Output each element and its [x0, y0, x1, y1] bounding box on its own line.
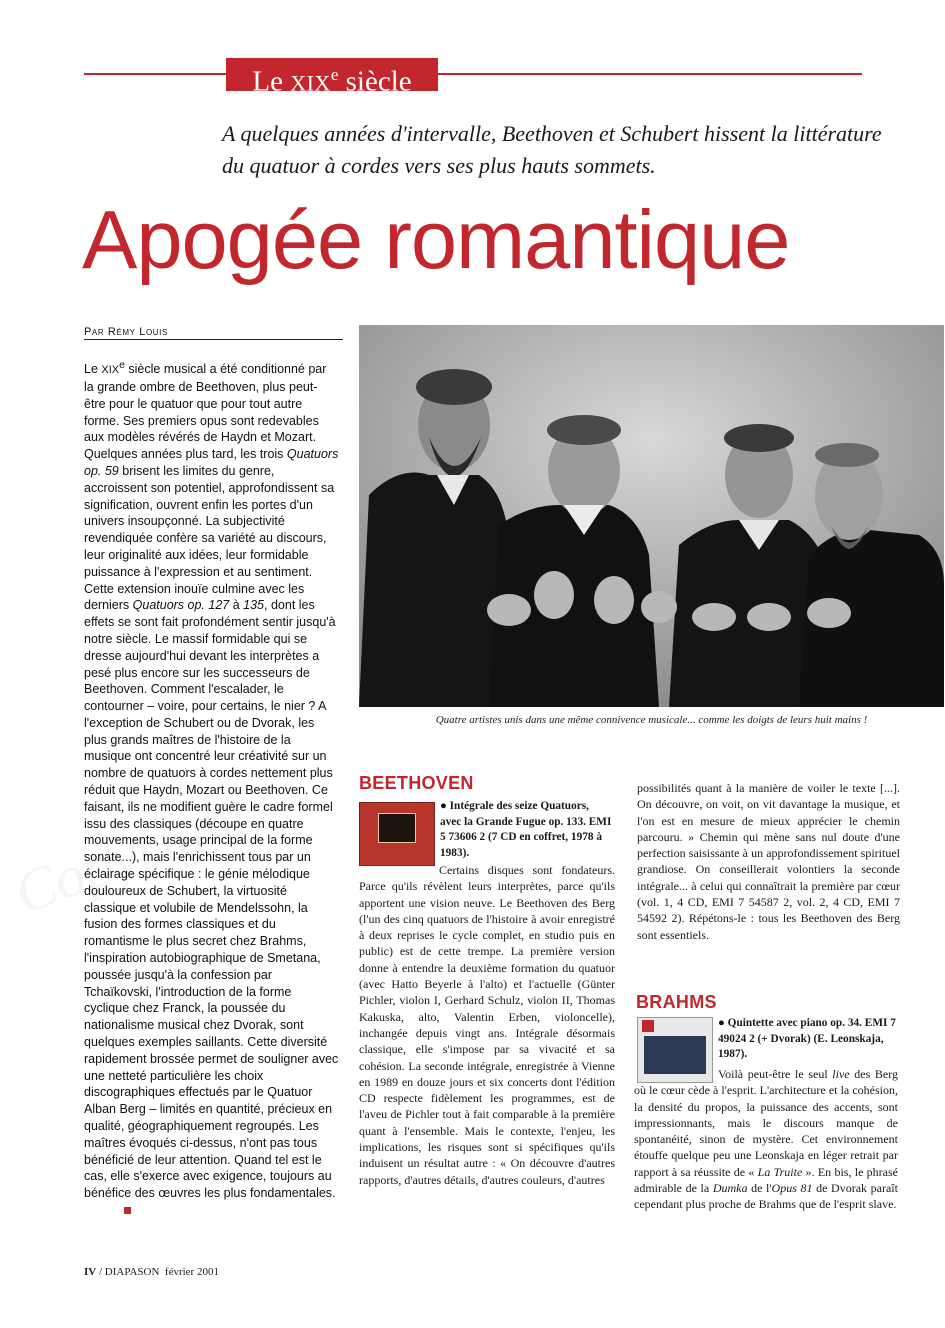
brahms-recording	[718, 1016, 898, 1063]
intro-ital: Quatuors op. 59	[84, 447, 339, 478]
photo-caption: Quatre artistes unis dans une même connivence musicale... comme les doigts de leurs huit mains !	[435, 714, 868, 726]
intro-part: , dont les effets se sont fait profondément sentir jusqu'à notre siècle. Le massif formidable qui se dresse aujourd'hui devant les interprètes a pesé plus encore sur les successeurs de Beethoven. Comment l'escalader, le contourner – voire, pour certains, le nier ? A l'exception de Schubert ou de Dvorak, les plus grands maîtres de l'histoire de la musique ont concentré leur créativité sur un nombre de quatuors à cordes nettement plus réduit que Haydn, Mozart ou Beethoven. Ce faisant, ils ne modifient guère le cadre formel issu des classiques (découpe en quatre mouvements, usage principal de la forme sonate...), mais l'enrichissent tous par un éclairage spécifique : le génie mélodique douloureux de Schubert, la virtuosité classique et volubile de Mendelssohn, la fusion des formes classiques et du romantisme le plus secret chez Brahms, l'inspiration autobiographique de Smetana, poussée jusqu'à la confession par Tchaïkovski, l'introduction de la forme cyclique chez Franck, la poussée du nationalisme musical chez Dvorak, sont quelques exemples saillants. Cette diversité rapidement brossée permet de souligner avec une netteté particulière les choix discographiques effectués par le Quatuor Alban Berg – limités en quantité, précieux en qualité, géographiquement regroupés. Les maîtres évoqués ci-dessus, n'ont pas tous bénéficié de leur attention. Quand tel est le cas, elle s'exerce avec exigence, toujours au bénéfice des œuvres les plus fondamentales.	[84, 598, 339, 1201]
brahms-part: de Dvorak paraît cependant plus proche de Brahms que de l'esprit slave.	[634, 1181, 898, 1212]
intro-part: à	[229, 598, 244, 613]
brahms-ital: Opus 81	[771, 1181, 813, 1196]
brahms-recording-text: Quintette avec piano op. 34. EMI 7 49024 2 (+ Dvorak) (E. Leonskaja, 1987).	[718, 1017, 896, 1060]
brahms-text	[634, 1066, 898, 1213]
beethoven-text-b: possibilités quant à la manière de voiler le texte [...]. On découvre, on voit, on vit davantage la musique, et l'on est en mesure de mieux apprécier le chemin parcouru. » Chemin qui mène sans nul doute d'une perfection saisissante à un approfondissement spirituel grandiose. On conseillerait volontiers la seconde intégrale... à celui qui connaîtrait la première par cœur (vol. 1, 4 CD, EMI 7 54587 2, vol. 2, 4 CD, EMI 7 54592 2). Répétons-le : tous les Beethoven des Berg sont essentiels.	[637, 781, 900, 942]
quartet-illustration	[359, 325, 944, 707]
band-prefix: Le	[252, 65, 291, 98]
beethoven-recording-text: Intégrale des seize Quatuors, avec la Grande Fugue op. 133. EMI 5 73606 2 (7 CD en coffret, 1978 à 1983).	[440, 800, 612, 859]
brahms-ital: Dumka	[712, 1181, 748, 1196]
page-footer	[84, 1266, 219, 1278]
intro-part: siècle musical a été conditionné par la grande ombre de Beethoven, plus peut-être pour le quatuor que pour tout autre forme. Ses premiers opus sont redevables aux modèles révérés de Haydn et Mozart. Quelques années plus tard, les trois	[84, 362, 327, 462]
bullet-dot: ●	[718, 1017, 725, 1029]
beethoven-heading: BEETHOVEN	[359, 773, 474, 793]
band-sup: e	[330, 65, 339, 84]
band-suffix: siècle	[338, 65, 412, 98]
brahms-ital: live	[832, 1067, 850, 1081]
header-rule-right	[438, 73, 862, 75]
quartet-photo	[359, 325, 944, 707]
page-number: IV	[84, 1266, 97, 1278]
intro-text	[84, 358, 339, 1219]
brahms-ital: La Truite	[757, 1164, 803, 1179]
brahms-part: des Berg où le cœur cède à l'esprit. L'architecture et la cohésion, la densité du propos, la puissance des accents, sont impressionnants, mais le discours manque de spontanéité, sinon de mystère. Cet environnement étouffe quelque peu une Leonskaja en léger retrait par rapport à sa réussite de «	[634, 1067, 899, 1179]
brahms-part: de l'	[747, 1181, 772, 1196]
end-mark	[124, 1207, 131, 1214]
beethoven-text-a: Certains disques sont fondateurs. Parce qu'ils révèlent leurs interprètes, parce qu'ils apportent une vision neuve. Le Beethoven des Berg (l'un des cinq quatuors de l'histoire à avoir enregistré à deux reprises le cycle complet, en studio puis en public) est de cette trempe. La première version donne à entendre la deuxième formation du quatuor (avec Hatto Beyerle à l'alto) et l'actuelle (Günter Pichler, violon I, Gerhard Schulz, violon II, Thomas Kakuska, alto, Valentin Erben, violoncelle), inchangée depuis vingt ans. Intégrale désormais classique, elle s'impose par sa vivacité et sa cohésion. La seconde intégrale, enregistrée à Vienne en 1989 en douze jours et six concerts dont l'édition CD respecte fidèlement les programmes, est de l'aveu de Pichler tout à fait comparable à la première quant à l'ensemble. Mais le contexte, l'enjeu, les implications, les risques sont si spécifiques qu'ils induisent un résultat autre : « On découvre d'autres rapports, d'autres détails, d'autres couleurs, d'autres	[359, 863, 615, 1187]
magazine-name: DIAPASON	[104, 1266, 160, 1278]
bullet-dot: ●	[440, 800, 447, 812]
beethoven-recording	[440, 799, 613, 861]
intro-ital: Quatuors op. 127	[132, 598, 230, 613]
section-band	[226, 58, 438, 98]
intro-sup: e	[119, 360, 125, 371]
issue-date: février 2001	[159, 1266, 219, 1278]
article-subtitle: A quelques années d'intervalle, Beethoven et Schubert hissent la littérature du quatuor à cordes vers ses plus hauts sommets.	[222, 121, 882, 178]
intro-part: brisent les limites du genre, accroissent son potentiel, approfondissent sa signification, ouvrent enfin les portes d'un univers insoupçonné. La subjectivité revendiquée confère sa variété au discours, leur originalité aux idées, leur formidable puissance à l'expression et au sentiment. Cette extension inouïe culmine avec les derniers	[84, 463, 335, 613]
brahms-part: ». En bis, le phrasé admirable de la	[634, 1164, 898, 1196]
footer-sep: /	[96, 1266, 105, 1278]
cd-cover-art	[378, 813, 416, 843]
intro-roman: XIX	[101, 364, 120, 377]
header-rule-left	[84, 73, 226, 75]
emi-logo-icon	[642, 1020, 654, 1032]
brahms-part: Voilà peut-être le seul	[718, 1067, 833, 1081]
intro-part: Le	[84, 362, 102, 377]
article-title: Apogée romantique	[82, 193, 790, 286]
band-roman: XIX	[290, 70, 331, 96]
beethoven-cd-cover	[359, 802, 435, 866]
byline: Par Rémy Louis	[84, 326, 343, 340]
brahms-heading: BRAHMS	[636, 992, 717, 1012]
intro-ital: 135	[243, 598, 265, 613]
